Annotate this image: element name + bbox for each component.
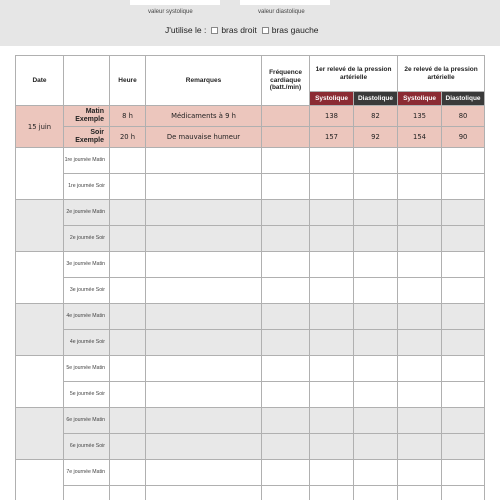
reading1-systolic-cell[interactable] — [310, 330, 354, 356]
hour-cell[interactable] — [110, 226, 146, 252]
reading2-systolic-cell[interactable] — [398, 278, 442, 304]
remarks-cell[interactable] — [146, 148, 262, 174]
col-hour-header: Heure — [110, 56, 146, 106]
heart-rate-cell[interactable] — [262, 200, 310, 226]
date-cell[interactable] — [16, 200, 64, 252]
reading2-systolic-cell[interactable] — [398, 434, 442, 460]
col-period-header — [64, 56, 110, 106]
day-period-label: 6e journée Matin — [64, 408, 110, 434]
reading2-diastolic-cell[interactable] — [442, 304, 485, 330]
reading1-systolic-cell[interactable] — [310, 200, 354, 226]
reading1-diastolic-cell[interactable] — [354, 278, 398, 304]
reading1-systolic-cell[interactable] — [310, 460, 354, 486]
day-row — [16, 486, 485, 500]
col-date-header: Date — [16, 56, 64, 106]
hour-cell[interactable] — [110, 252, 146, 278]
hour-cell[interactable] — [110, 486, 146, 500]
reading2-diastolic-cell[interactable] — [442, 434, 485, 460]
remarks-cell[interactable] — [146, 486, 262, 500]
hour-cell[interactable] — [110, 356, 146, 382]
right-arm-label: bras droit — [221, 25, 257, 35]
day-row — [16, 382, 485, 408]
example-evening-s2: 154 — [398, 127, 442, 148]
reading2-systolic-cell[interactable] — [398, 304, 442, 330]
day-row — [16, 226, 485, 252]
hour-cell[interactable] — [110, 148, 146, 174]
reading1-diastolic-cell[interactable] — [354, 252, 398, 278]
heart-rate-cell[interactable] — [262, 434, 310, 460]
hour-cell[interactable] — [110, 278, 146, 304]
reading2-diastolic-cell[interactable] — [442, 330, 485, 356]
hour-cell[interactable] — [110, 408, 146, 434]
heart-rate-cell[interactable] — [262, 304, 310, 330]
reading1-diastolic-cell[interactable] — [354, 434, 398, 460]
day-row — [16, 408, 485, 434]
systolic-input[interactable] — [130, 0, 220, 5]
example-evening-label: Soir Exemple — [64, 127, 110, 148]
remarks-cell[interactable] — [146, 200, 262, 226]
reading1-systolic-cell[interactable] — [310, 148, 354, 174]
remarks-cell[interactable] — [146, 226, 262, 252]
heart-rate-cell[interactable] — [262, 278, 310, 304]
reading1-systolic-cell[interactable] — [310, 252, 354, 278]
day-period-label: 5e journée Matin — [64, 356, 110, 382]
reading2-diastolic-cell[interactable] — [442, 252, 485, 278]
date-cell[interactable] — [16, 252, 64, 304]
left-arm-checkbox[interactable] — [262, 27, 269, 34]
reading2-systolic-cell[interactable] — [398, 174, 442, 200]
remarks-cell[interactable] — [146, 252, 262, 278]
reading1-diastolic-cell[interactable] — [354, 200, 398, 226]
reading2-diastolic-cell[interactable] — [442, 356, 485, 382]
heart-rate-cell[interactable] — [262, 460, 310, 486]
reading2-systolic-header: Systolique — [398, 92, 442, 106]
reading1-diastolic-cell[interactable] — [354, 330, 398, 356]
remarks-cell[interactable] — [146, 278, 262, 304]
example-evening-d1: 92 — [354, 127, 398, 148]
reading1-diastolic-cell[interactable] — [354, 304, 398, 330]
reading1-systolic-cell[interactable] — [310, 278, 354, 304]
example-morning-remark: Médicaments à 9 h — [146, 106, 262, 127]
remarks-cell[interactable] — [146, 408, 262, 434]
day-period-label: 2e journée Matin — [64, 200, 110, 226]
remarks-cell[interactable] — [146, 330, 262, 356]
day-period-label: 1re journée Soir — [64, 174, 110, 200]
example-morning-s2: 135 — [398, 106, 442, 127]
reading1-diastolic-cell[interactable] — [354, 486, 398, 500]
reading2-diastolic-cell[interactable] — [442, 460, 485, 486]
reading1-systolic-cell[interactable] — [310, 486, 354, 500]
reading2-diastolic-cell[interactable] — [442, 148, 485, 174]
date-cell[interactable] — [16, 408, 64, 460]
heart-rate-cell[interactable] — [262, 330, 310, 356]
left-arm-label: bras gauche — [271, 25, 319, 35]
example-date: 15 juin — [16, 106, 64, 148]
reading2-diastolic-cell[interactable] — [442, 382, 485, 408]
diastolic-label: valeur diastolique — [258, 9, 305, 15]
hour-cell[interactable] — [110, 434, 146, 460]
example-morning-d1: 82 — [354, 106, 398, 127]
example-morning-s1: 138 — [310, 106, 354, 127]
day-period-label: 1re journée Matin — [64, 148, 110, 174]
reading2-systolic-cell[interactable] — [398, 356, 442, 382]
reading1-header: 1er relevé de la pression artérielle — [310, 56, 398, 92]
heart-rate-cell[interactable] — [262, 148, 310, 174]
reading2-diastolic-cell[interactable] — [442, 174, 485, 200]
day-period-label: 7e journée Matin — [64, 460, 110, 486]
day-period-label: 2e journée Soir — [64, 226, 110, 252]
reading1-diastolic-cell[interactable] — [354, 174, 398, 200]
hour-cell[interactable] — [110, 382, 146, 408]
systolic-label: valeur systolique — [148, 9, 193, 15]
day-row — [16, 304, 485, 330]
example-row-morning — [16, 106, 485, 127]
example-row-evening — [16, 127, 485, 148]
example-morning-hour: 8 h — [110, 106, 146, 127]
heart-rate-cell[interactable] — [262, 252, 310, 278]
date-cell[interactable] — [16, 304, 64, 356]
heart-rate-cell[interactable] — [262, 408, 310, 434]
day-row — [16, 278, 485, 304]
reading1-diastolic-cell[interactable] — [354, 356, 398, 382]
remarks-cell[interactable] — [146, 434, 262, 460]
remarks-cell[interactable] — [146, 382, 262, 408]
reading1-diastolic-cell[interactable] — [354, 460, 398, 486]
day-row — [16, 148, 485, 174]
reading2-diastolic-cell[interactable] — [442, 278, 485, 304]
hour-cell[interactable] — [110, 460, 146, 486]
reading2-systolic-cell[interactable] — [398, 148, 442, 174]
reading1-systolic-cell[interactable] — [310, 408, 354, 434]
blood-pressure-log-table — [15, 55, 485, 500]
reading1-systolic-cell[interactable] — [310, 356, 354, 382]
reading1-systolic-cell[interactable] — [310, 434, 354, 460]
day-period-label: 4e journée Matin — [64, 304, 110, 330]
example-evening-heart-rate — [262, 127, 310, 148]
reading2-systolic-cell[interactable] — [398, 226, 442, 252]
reading1-diastolic-cell[interactable] — [354, 382, 398, 408]
reading2-systolic-cell[interactable] — [398, 408, 442, 434]
header-band — [0, 0, 500, 46]
example-evening-s1: 157 — [310, 127, 354, 148]
example-morning-heart-rate — [262, 106, 310, 127]
day-row — [16, 434, 485, 460]
arm-selection — [165, 25, 319, 35]
day-row — [16, 200, 485, 226]
col-heart-rate-header: Fréquence cardiaque (batt./min) — [262, 56, 310, 106]
example-morning-label: Matin Exemple — [64, 106, 110, 127]
day-row — [16, 330, 485, 356]
day-row — [16, 252, 485, 278]
example-evening-d2: 90 — [442, 127, 485, 148]
remarks-cell[interactable] — [146, 304, 262, 330]
reading1-diastolic-cell[interactable] — [354, 226, 398, 252]
heart-rate-cell[interactable] — [262, 382, 310, 408]
remarks-cell[interactable] — [146, 460, 262, 486]
day-period-label: 6e journée Soir — [64, 434, 110, 460]
day-period-label — [64, 486, 110, 500]
reading1-systolic-cell[interactable] — [310, 174, 354, 200]
day-period-label: 3e journée Matin — [64, 252, 110, 278]
reading2-systolic-cell[interactable] — [398, 252, 442, 278]
day-row — [16, 460, 485, 486]
day-row — [16, 356, 485, 382]
right-arm-checkbox[interactable] — [211, 27, 218, 34]
date-cell[interactable] — [16, 356, 64, 408]
col-remarks-header: Remarques — [146, 56, 262, 106]
heart-rate-cell[interactable] — [262, 356, 310, 382]
reading2-diastolic-cell[interactable] — [442, 226, 485, 252]
reading2-systolic-cell[interactable] — [398, 460, 442, 486]
hour-cell[interactable] — [110, 304, 146, 330]
day-period-label: 5e journée Soir — [64, 382, 110, 408]
heart-rate-cell[interactable] — [262, 226, 310, 252]
example-evening-hour: 20 h — [110, 127, 146, 148]
reading2-diastolic-cell[interactable] — [442, 200, 485, 226]
reading1-systolic-header: Systolique — [310, 92, 354, 106]
reading2-diastolic-header: Diastolique — [442, 92, 485, 106]
reading2-diastolic-cell[interactable] — [442, 486, 485, 500]
reading1-systolic-cell[interactable] — [310, 226, 354, 252]
reading2-diastolic-cell[interactable] — [442, 408, 485, 434]
reading1-diastolic-cell[interactable] — [354, 408, 398, 434]
reading1-diastolic-header: Diastolique — [354, 92, 398, 106]
heart-rate-cell[interactable] — [262, 174, 310, 200]
reading2-systolic-cell[interactable] — [398, 382, 442, 408]
hour-cell[interactable] — [110, 330, 146, 356]
hour-cell[interactable] — [110, 200, 146, 226]
reading2-header: 2e relevé de la pression artérielle — [398, 56, 485, 92]
example-morning-d2: 80 — [442, 106, 485, 127]
date-cell[interactable] — [16, 460, 64, 500]
reading1-systolic-cell[interactable] — [310, 304, 354, 330]
reading1-systolic-cell[interactable] — [310, 382, 354, 408]
heart-rate-cell[interactable] — [262, 486, 310, 500]
example-evening-remark: De mauvaise humeur — [146, 127, 262, 148]
reading2-systolic-cell[interactable] — [398, 200, 442, 226]
day-period-label: 4e journée Soir — [64, 330, 110, 356]
reading2-systolic-cell[interactable] — [398, 330, 442, 356]
diastolic-input[interactable] — [240, 0, 330, 5]
reading1-diastolic-cell[interactable] — [354, 148, 398, 174]
reading2-systolic-cell[interactable] — [398, 486, 442, 500]
date-cell[interactable] — [16, 148, 64, 200]
remarks-cell[interactable] — [146, 174, 262, 200]
day-row — [16, 174, 485, 200]
remarks-cell[interactable] — [146, 356, 262, 382]
day-period-label: 3e journée Soir — [64, 278, 110, 304]
hour-cell[interactable] — [110, 174, 146, 200]
arm-prompt: J'utilise le : — [165, 25, 207, 35]
